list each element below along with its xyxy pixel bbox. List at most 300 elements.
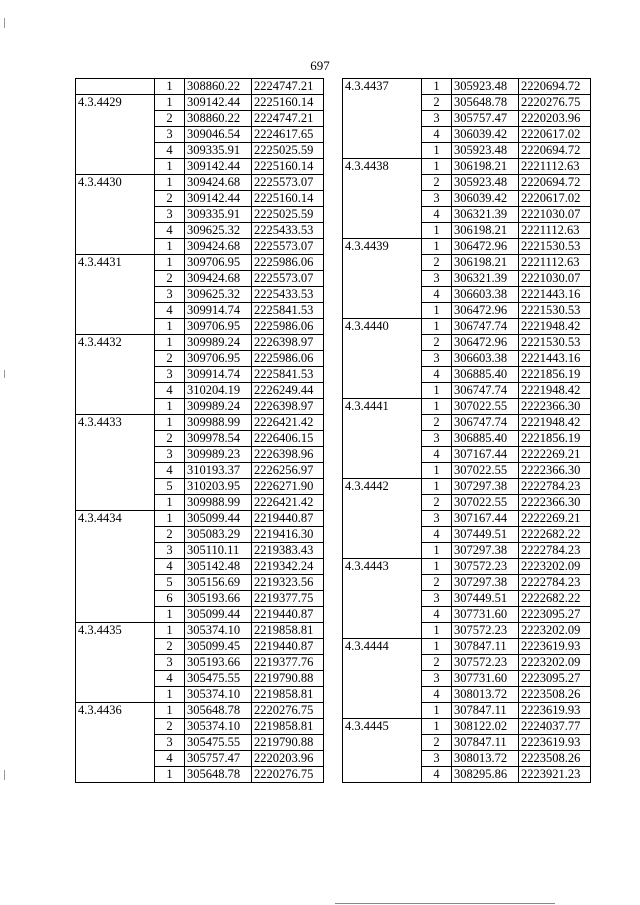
table-row bbox=[343, 399, 591, 415]
parcel-id-cell: 4.3.4437 bbox=[343, 79, 422, 159]
y-coordinate-cell: 2221530.53 bbox=[519, 303, 591, 319]
y-coordinate-cell: 2223202.09 bbox=[519, 655, 591, 671]
point-number-cell: 4 bbox=[155, 671, 185, 687]
x-coordinate-cell: 307297.38 bbox=[452, 575, 519, 591]
parcel-id-cell: 4.3.4438 bbox=[343, 159, 422, 239]
x-coordinate-cell: 306747.74 bbox=[452, 319, 519, 335]
point-number-cell: 1 bbox=[155, 495, 185, 511]
y-coordinate-cell: 2224747.21 bbox=[252, 111, 324, 127]
x-coordinate-cell: 307572.23 bbox=[452, 655, 519, 671]
y-coordinate-cell: 2223095.27 bbox=[519, 671, 591, 687]
x-coordinate-cell: 305923.48 bbox=[452, 143, 519, 159]
point-number-cell: 1 bbox=[155, 79, 185, 95]
point-number-cell: 5 bbox=[155, 479, 185, 495]
point-number-cell: 2 bbox=[155, 431, 185, 447]
y-coordinate-cell: 2219858.81 bbox=[252, 687, 324, 703]
parcel-id-cell bbox=[76, 79, 155, 95]
y-coordinate-cell: 2221856.19 bbox=[519, 367, 591, 383]
x-coordinate-cell: 308295.86 bbox=[452, 767, 519, 783]
table-row bbox=[76, 415, 324, 431]
x-coordinate-cell: 306747.74 bbox=[452, 415, 519, 431]
x-coordinate-cell: 305099.44 bbox=[185, 511, 252, 527]
y-coordinate-cell: 2219377.76 bbox=[252, 655, 324, 671]
x-coordinate-cell: 305374.10 bbox=[185, 687, 252, 703]
x-coordinate-cell: 308860.22 bbox=[185, 79, 252, 95]
y-coordinate-cell: 2223508.26 bbox=[519, 687, 591, 703]
point-number-cell: 3 bbox=[422, 671, 452, 687]
y-coordinate-cell: 2220276.75 bbox=[252, 767, 324, 783]
y-coordinate-cell: 2224747.21 bbox=[252, 79, 324, 95]
y-coordinate-cell: 2219858.81 bbox=[252, 719, 324, 735]
y-coordinate-cell: 2221948.42 bbox=[519, 383, 591, 399]
point-number-cell: 3 bbox=[422, 111, 452, 127]
x-coordinate-cell: 307297.38 bbox=[452, 479, 519, 495]
y-coordinate-cell: 2221112.63 bbox=[519, 223, 591, 239]
y-coordinate-cell: 2221443.16 bbox=[519, 351, 591, 367]
x-coordinate-cell: 309989.24 bbox=[185, 335, 252, 351]
x-coordinate-cell: 306321.39 bbox=[452, 207, 519, 223]
point-number-cell: 4 bbox=[422, 607, 452, 623]
scan-edge-mark bbox=[4, 370, 5, 378]
x-coordinate-cell: 309424.68 bbox=[185, 239, 252, 255]
y-coordinate-cell: 2222366.30 bbox=[519, 495, 591, 511]
point-number-cell: 4 bbox=[422, 447, 452, 463]
table-row bbox=[76, 335, 324, 351]
y-coordinate-cell: 2225986.06 bbox=[252, 319, 324, 335]
point-number-cell: 1 bbox=[155, 319, 185, 335]
x-coordinate-cell: 306198.21 bbox=[452, 223, 519, 239]
x-coordinate-cell: 306472.96 bbox=[452, 303, 519, 319]
y-coordinate-cell: 2225841.53 bbox=[252, 303, 324, 319]
point-number-cell: 1 bbox=[422, 159, 452, 175]
x-coordinate-cell: 308860.22 bbox=[185, 111, 252, 127]
y-coordinate-cell: 2221030.07 bbox=[519, 271, 591, 287]
x-coordinate-cell: 309988.99 bbox=[185, 415, 252, 431]
x-coordinate-cell: 307022.55 bbox=[452, 495, 519, 511]
x-coordinate-cell: 308122.02 bbox=[452, 719, 519, 735]
y-coordinate-cell: 2220203.96 bbox=[519, 111, 591, 127]
y-coordinate-cell: 2226249.44 bbox=[252, 383, 324, 399]
point-number-cell: 3 bbox=[422, 751, 452, 767]
y-coordinate-cell: 2219416.30 bbox=[252, 527, 324, 543]
y-coordinate-cell: 2219440.87 bbox=[252, 511, 324, 527]
y-coordinate-cell: 2222366.30 bbox=[519, 463, 591, 479]
point-number-cell: 3 bbox=[155, 287, 185, 303]
parcel-id-cell: 4.3.4431 bbox=[76, 255, 155, 335]
point-number-cell: 1 bbox=[422, 223, 452, 239]
point-number-cell: 3 bbox=[155, 127, 185, 143]
point-number-cell: 4 bbox=[155, 303, 185, 319]
point-number-cell: 1 bbox=[155, 255, 185, 271]
x-coordinate-cell: 306472.96 bbox=[452, 335, 519, 351]
x-coordinate-cell: 305099.44 bbox=[185, 607, 252, 623]
x-coordinate-cell: 308013.72 bbox=[452, 687, 519, 703]
table-row bbox=[343, 319, 591, 335]
y-coordinate-cell: 2223619.93 bbox=[519, 639, 591, 655]
x-coordinate-cell: 306198.21 bbox=[452, 255, 519, 271]
parcel-id-cell: 4.3.4433 bbox=[76, 415, 155, 511]
parcel-id-cell: 4.3.4432 bbox=[76, 335, 155, 415]
x-coordinate-cell: 307572.23 bbox=[452, 623, 519, 639]
x-coordinate-cell: 306039.42 bbox=[452, 127, 519, 143]
y-coordinate-cell: 2219383.43 bbox=[252, 543, 324, 559]
y-coordinate-cell: 2225433.53 bbox=[252, 287, 324, 303]
y-coordinate-cell: 2225025.59 bbox=[252, 207, 324, 223]
y-coordinate-cell: 2221443.16 bbox=[519, 287, 591, 303]
x-coordinate-cell: 309142.44 bbox=[185, 159, 252, 175]
x-coordinate-cell: 310204.19 bbox=[185, 383, 252, 399]
parcel-id-cell: 4.3.4440 bbox=[343, 319, 422, 399]
point-number-cell: 1 bbox=[422, 479, 452, 495]
x-coordinate-cell: 305757.47 bbox=[185, 751, 252, 767]
point-number-cell: 1 bbox=[155, 623, 185, 639]
y-coordinate-cell: 2225841.53 bbox=[252, 367, 324, 383]
point-number-cell: 3 bbox=[155, 735, 185, 751]
x-coordinate-cell: 307731.60 bbox=[452, 671, 519, 687]
point-number-cell: 4 bbox=[155, 143, 185, 159]
point-number-cell: 3 bbox=[155, 207, 185, 223]
x-coordinate-cell: 306198.21 bbox=[452, 159, 519, 175]
x-coordinate-cell: 309989.24 bbox=[185, 399, 252, 415]
x-coordinate-cell: 306472.96 bbox=[452, 239, 519, 255]
point-number-cell: 2 bbox=[155, 527, 185, 543]
point-number-cell: 1 bbox=[155, 399, 185, 415]
y-coordinate-cell: 2225986.06 bbox=[252, 255, 324, 271]
point-number-cell: 1 bbox=[155, 703, 185, 719]
point-number-cell: 1 bbox=[155, 607, 185, 623]
scan-edge-mark bbox=[4, 770, 5, 780]
x-coordinate-cell: 305193.66 bbox=[185, 591, 252, 607]
x-coordinate-cell: 305923.48 bbox=[452, 79, 519, 95]
point-number-cell: 2 bbox=[422, 735, 452, 751]
x-coordinate-cell: 306885.40 bbox=[452, 431, 519, 447]
point-number-cell: 1 bbox=[422, 463, 452, 479]
y-coordinate-cell: 2221112.63 bbox=[519, 159, 591, 175]
y-coordinate-cell: 2222682.22 bbox=[519, 591, 591, 607]
y-coordinate-cell: 2222784.23 bbox=[519, 543, 591, 559]
y-coordinate-cell: 2221856.19 bbox=[519, 431, 591, 447]
y-coordinate-cell: 2219440.87 bbox=[252, 607, 324, 623]
point-number-cell: 1 bbox=[422, 719, 452, 735]
point-number-cell: 3 bbox=[155, 655, 185, 671]
point-number-cell: 6 bbox=[155, 591, 185, 607]
x-coordinate-cell: 307847.11 bbox=[452, 639, 519, 655]
x-coordinate-cell: 306603.38 bbox=[452, 351, 519, 367]
table-row bbox=[343, 159, 591, 175]
y-coordinate-cell: 2219790.88 bbox=[252, 671, 324, 687]
parcel-id-cell: 4.3.4436 bbox=[76, 703, 155, 783]
point-number-cell: 1 bbox=[155, 511, 185, 527]
y-coordinate-cell: 2220617.02 bbox=[519, 127, 591, 143]
x-coordinate-cell: 309335.91 bbox=[185, 143, 252, 159]
point-number-cell: 2 bbox=[155, 351, 185, 367]
point-number-cell: 3 bbox=[422, 351, 452, 367]
x-coordinate-cell: 309335.91 bbox=[185, 207, 252, 223]
table-row bbox=[76, 703, 324, 719]
x-coordinate-cell: 309989.23 bbox=[185, 447, 252, 463]
point-number-cell: 4 bbox=[422, 287, 452, 303]
x-coordinate-cell: 309142.44 bbox=[185, 95, 252, 111]
x-coordinate-cell: 309914.74 bbox=[185, 303, 252, 319]
x-coordinate-cell: 307022.55 bbox=[452, 399, 519, 415]
y-coordinate-cell: 2221530.53 bbox=[519, 335, 591, 351]
scan-edge-mark bbox=[4, 18, 5, 28]
point-number-cell: 1 bbox=[155, 239, 185, 255]
point-number-cell: 1 bbox=[155, 335, 185, 351]
y-coordinate-cell: 2225160.14 bbox=[252, 95, 324, 111]
y-coordinate-cell: 2223202.09 bbox=[519, 623, 591, 639]
x-coordinate-cell: 305193.66 bbox=[185, 655, 252, 671]
x-coordinate-cell: 305083.29 bbox=[185, 527, 252, 543]
point-number-cell: 1 bbox=[155, 175, 185, 191]
parcel-id-cell: 4.3.4445 bbox=[343, 719, 422, 783]
y-coordinate-cell: 2224037.77 bbox=[519, 719, 591, 735]
y-coordinate-cell: 2223095.27 bbox=[519, 607, 591, 623]
point-number-cell: 1 bbox=[422, 703, 452, 719]
point-number-cell: 1 bbox=[422, 383, 452, 399]
table-row bbox=[343, 559, 591, 575]
x-coordinate-cell: 309625.32 bbox=[185, 287, 252, 303]
point-number-cell: 3 bbox=[422, 511, 452, 527]
x-coordinate-cell: 307022.55 bbox=[452, 463, 519, 479]
point-number-cell: 4 bbox=[422, 127, 452, 143]
table-row bbox=[76, 623, 324, 639]
point-number-cell: 1 bbox=[155, 767, 185, 783]
y-coordinate-cell: 2219790.88 bbox=[252, 735, 324, 751]
y-coordinate-cell: 2220276.75 bbox=[519, 95, 591, 111]
x-coordinate-cell: 309424.68 bbox=[185, 175, 252, 191]
point-number-cell: 2 bbox=[155, 719, 185, 735]
point-number-cell: 2 bbox=[422, 575, 452, 591]
point-number-cell: 3 bbox=[422, 431, 452, 447]
point-number-cell: 4 bbox=[422, 767, 452, 783]
point-number-cell: 1 bbox=[422, 79, 452, 95]
y-coordinate-cell: 2219440.87 bbox=[252, 639, 324, 655]
x-coordinate-cell: 305475.55 bbox=[185, 671, 252, 687]
right-coordinates-table bbox=[342, 78, 591, 783]
point-number-cell: 1 bbox=[422, 143, 452, 159]
y-coordinate-cell: 2225986.06 bbox=[252, 351, 324, 367]
point-number-cell: 4 bbox=[155, 383, 185, 399]
x-coordinate-cell: 309142.44 bbox=[185, 191, 252, 207]
point-number-cell: 2 bbox=[422, 495, 452, 511]
x-coordinate-cell: 309046.54 bbox=[185, 127, 252, 143]
y-coordinate-cell: 2220276.75 bbox=[252, 703, 324, 719]
y-coordinate-cell: 2226406.15 bbox=[252, 431, 324, 447]
table-row bbox=[76, 79, 324, 95]
point-number-cell: 4 bbox=[155, 751, 185, 767]
y-coordinate-cell: 2226271.90 bbox=[252, 479, 324, 495]
y-coordinate-cell: 2219858.81 bbox=[252, 623, 324, 639]
x-coordinate-cell: 309914.74 bbox=[185, 367, 252, 383]
y-coordinate-cell: 2220694.72 bbox=[519, 79, 591, 95]
y-coordinate-cell: 2219323.56 bbox=[252, 575, 324, 591]
y-coordinate-cell: 2221530.53 bbox=[519, 239, 591, 255]
x-coordinate-cell: 305923.48 bbox=[452, 175, 519, 191]
parcel-id-cell: 4.3.4441 bbox=[343, 399, 422, 479]
parcel-id-cell: 4.3.4443 bbox=[343, 559, 422, 639]
y-coordinate-cell: 2223202.09 bbox=[519, 559, 591, 575]
point-number-cell: 1 bbox=[422, 543, 452, 559]
x-coordinate-cell: 305648.78 bbox=[185, 703, 252, 719]
x-coordinate-cell: 306321.39 bbox=[452, 271, 519, 287]
x-coordinate-cell: 309706.95 bbox=[185, 319, 252, 335]
point-number-cell: 2 bbox=[422, 415, 452, 431]
parcel-id-cell: 4.3.4439 bbox=[343, 239, 422, 319]
x-coordinate-cell: 306039.42 bbox=[452, 191, 519, 207]
point-number-cell: 2 bbox=[422, 255, 452, 271]
table-row bbox=[76, 255, 324, 271]
point-number-cell: 1 bbox=[422, 559, 452, 575]
x-coordinate-cell: 308013.72 bbox=[452, 751, 519, 767]
x-coordinate-cell: 310193.37 bbox=[185, 463, 252, 479]
y-coordinate-cell: 2225573.07 bbox=[252, 271, 324, 287]
point-number-cell: 3 bbox=[155, 447, 185, 463]
point-number-cell: 3 bbox=[155, 543, 185, 559]
point-number-cell: 1 bbox=[422, 623, 452, 639]
y-coordinate-cell: 2223508.26 bbox=[519, 751, 591, 767]
point-number-cell: 4 bbox=[155, 559, 185, 575]
point-number-cell: 1 bbox=[422, 639, 452, 655]
x-coordinate-cell: 307449.51 bbox=[452, 527, 519, 543]
x-coordinate-cell: 307731.60 bbox=[452, 607, 519, 623]
y-coordinate-cell: 2220203.96 bbox=[252, 751, 324, 767]
y-coordinate-cell: 2222784.23 bbox=[519, 479, 591, 495]
table-row bbox=[76, 511, 324, 527]
point-number-cell: 1 bbox=[422, 399, 452, 415]
table-row bbox=[343, 639, 591, 655]
point-number-cell: 4 bbox=[155, 223, 185, 239]
x-coordinate-cell: 305648.78 bbox=[452, 95, 519, 111]
parcel-id-cell: 4.3.4444 bbox=[343, 639, 422, 719]
x-coordinate-cell: 307847.11 bbox=[452, 703, 519, 719]
parcel-id-cell: 4.3.4434 bbox=[76, 511, 155, 623]
point-number-cell: 2 bbox=[155, 191, 185, 207]
point-number-cell: 4 bbox=[422, 367, 452, 383]
x-coordinate-cell: 306747.74 bbox=[452, 383, 519, 399]
x-coordinate-cell: 307847.11 bbox=[452, 735, 519, 751]
point-number-cell: 2 bbox=[155, 271, 185, 287]
y-coordinate-cell: 2222366.30 bbox=[519, 399, 591, 415]
y-coordinate-cell: 2220694.72 bbox=[519, 143, 591, 159]
x-coordinate-cell: 305475.55 bbox=[185, 735, 252, 751]
table-row bbox=[343, 719, 591, 735]
point-number-cell: 3 bbox=[422, 271, 452, 287]
x-coordinate-cell: 305757.47 bbox=[452, 111, 519, 127]
y-coordinate-cell: 2222269.21 bbox=[519, 447, 591, 463]
y-coordinate-cell: 2221030.07 bbox=[519, 207, 591, 223]
point-number-cell: 2 bbox=[155, 111, 185, 127]
point-number-cell: 1 bbox=[155, 159, 185, 175]
x-coordinate-cell: 309706.95 bbox=[185, 351, 252, 367]
point-number-cell: 3 bbox=[155, 367, 185, 383]
x-coordinate-cell: 305110.11 bbox=[185, 543, 252, 559]
y-coordinate-cell: 2226398.96 bbox=[252, 447, 324, 463]
point-number-cell: 2 bbox=[422, 335, 452, 351]
point-number-cell: 5 bbox=[155, 575, 185, 591]
point-number-cell: 3 bbox=[422, 191, 452, 207]
point-number-cell: 1 bbox=[155, 687, 185, 703]
parcel-id-cell: 4.3.4429 bbox=[76, 95, 155, 175]
parcel-id-cell: 4.3.4430 bbox=[76, 175, 155, 255]
y-coordinate-cell: 2225160.14 bbox=[252, 191, 324, 207]
y-coordinate-cell: 2225160.14 bbox=[252, 159, 324, 175]
point-number-cell: 1 bbox=[422, 319, 452, 335]
x-coordinate-cell: 307572.23 bbox=[452, 559, 519, 575]
y-coordinate-cell: 2226398.97 bbox=[252, 335, 324, 351]
point-number-cell: 2 bbox=[422, 95, 452, 111]
y-coordinate-cell: 2219342.24 bbox=[252, 559, 324, 575]
x-coordinate-cell: 309424.68 bbox=[185, 271, 252, 287]
y-coordinate-cell: 2220617.02 bbox=[519, 191, 591, 207]
x-coordinate-cell: 305156.69 bbox=[185, 575, 252, 591]
y-coordinate-cell: 2225573.07 bbox=[252, 175, 324, 191]
point-number-cell: 4 bbox=[422, 207, 452, 223]
point-number-cell: 2 bbox=[422, 655, 452, 671]
x-coordinate-cell: 307449.51 bbox=[452, 591, 519, 607]
y-coordinate-cell: 2225433.53 bbox=[252, 223, 324, 239]
parcel-id-cell: 4.3.4442 bbox=[343, 479, 422, 559]
x-coordinate-cell: 306885.40 bbox=[452, 367, 519, 383]
y-coordinate-cell: 2225025.59 bbox=[252, 143, 324, 159]
y-coordinate-cell: 2226421.42 bbox=[252, 495, 324, 511]
x-coordinate-cell: 305099.45 bbox=[185, 639, 252, 655]
point-number-cell: 1 bbox=[422, 303, 452, 319]
y-coordinate-cell: 2221948.42 bbox=[519, 319, 591, 335]
y-coordinate-cell: 2226421.42 bbox=[252, 415, 324, 431]
y-coordinate-cell: 2223619.93 bbox=[519, 735, 591, 751]
point-number-cell: 3 bbox=[422, 591, 452, 607]
table-row bbox=[76, 175, 324, 191]
x-coordinate-cell: 307167.44 bbox=[452, 447, 519, 463]
y-coordinate-cell: 2224617.65 bbox=[252, 127, 324, 143]
x-coordinate-cell: 307297.38 bbox=[452, 543, 519, 559]
y-coordinate-cell: 2219377.75 bbox=[252, 591, 324, 607]
x-coordinate-cell: 310203.95 bbox=[185, 479, 252, 495]
y-coordinate-cell: 2225573.07 bbox=[252, 239, 324, 255]
x-coordinate-cell: 309978.54 bbox=[185, 431, 252, 447]
table-row bbox=[343, 479, 591, 495]
y-coordinate-cell: 2221948.42 bbox=[519, 415, 591, 431]
point-number-cell: 4 bbox=[155, 463, 185, 479]
point-number-cell: 2 bbox=[422, 175, 452, 191]
point-number-cell: 2 bbox=[155, 639, 185, 655]
x-coordinate-cell: 309988.99 bbox=[185, 495, 252, 511]
parcel-id-cell: 4.3.4435 bbox=[76, 623, 155, 703]
left-coordinates-table bbox=[75, 78, 324, 783]
table-row bbox=[343, 79, 591, 95]
point-number-cell: 4 bbox=[422, 527, 452, 543]
y-coordinate-cell: 2223619.93 bbox=[519, 703, 591, 719]
x-coordinate-cell: 307167.44 bbox=[452, 511, 519, 527]
y-coordinate-cell: 2223921.23 bbox=[519, 767, 591, 783]
point-number-cell: 1 bbox=[155, 95, 185, 111]
table-row bbox=[343, 239, 591, 255]
y-coordinate-cell: 2222682.22 bbox=[519, 527, 591, 543]
scan-footer-line bbox=[335, 903, 555, 904]
point-number-cell: 1 bbox=[422, 239, 452, 255]
point-number-cell: 1 bbox=[155, 415, 185, 431]
x-coordinate-cell: 306603.38 bbox=[452, 287, 519, 303]
page-number: 697 bbox=[310, 58, 330, 73]
table-row bbox=[76, 95, 324, 111]
y-coordinate-cell: 2222784.23 bbox=[519, 575, 591, 591]
x-coordinate-cell: 305374.10 bbox=[185, 623, 252, 639]
x-coordinate-cell: 305142.48 bbox=[185, 559, 252, 575]
x-coordinate-cell: 305648.78 bbox=[185, 767, 252, 783]
x-coordinate-cell: 309706.95 bbox=[185, 255, 252, 271]
x-coordinate-cell: 309625.32 bbox=[185, 223, 252, 239]
